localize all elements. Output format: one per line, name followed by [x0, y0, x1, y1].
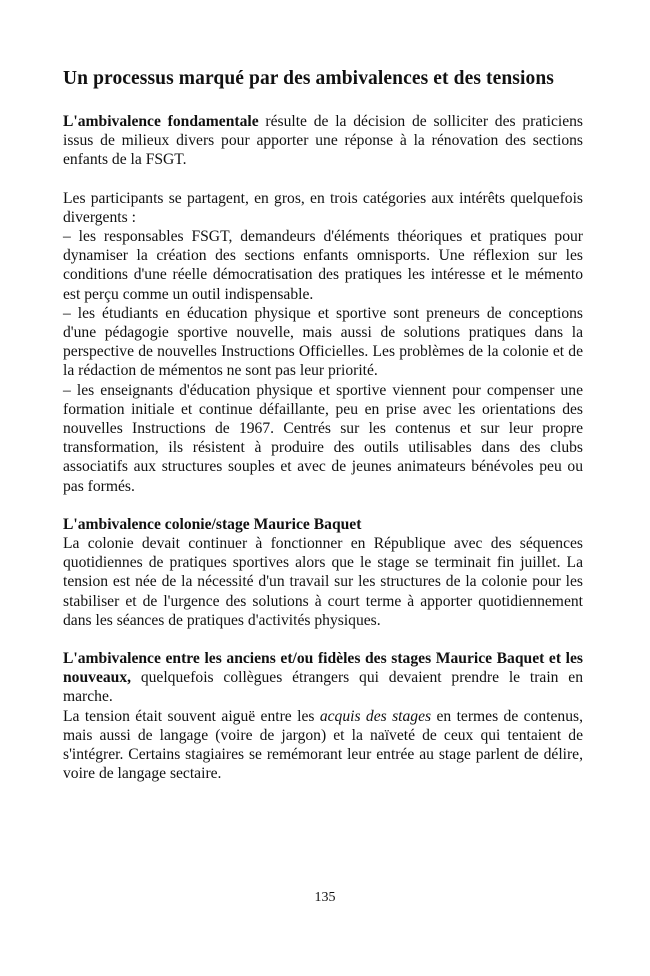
paragraph-old-new: [63, 649, 583, 707]
text-old-new: quelquefois collègues étrangers qui devaient prendre le train en marche.: [63, 669, 583, 706]
page-title: Un processus marqué par des ambivalences et des tensions: [63, 68, 554, 89]
spacer: [63, 496, 583, 515]
italic-acquis: acquis des stages: [319, 707, 432, 725]
paragraph-participants-intro: Les participants se partagent, en gros, en trois catégories aux intérêts quelquefois divergents :: [63, 189, 583, 226]
spacer: [63, 630, 583, 649]
heading-colony-stage: L'ambivalence colonie/stage Maurice Baquet: [63, 515, 362, 533]
list-item-fsgt-leaders: – les responsables FSGT, demandeurs d'éléments théoriques et pratiques pour dynamiser la création des sections enfants omnisports. Une réflexion sur les conditions d'une réelle démocratisation des pratiques les intéresse et le mémento est perçu comme un outil indispensable.: [63, 228, 583, 303]
list-item-teachers: – les enseignants d'éducation physique et sportive viennent pour compenser une formation initiale et continue défaillante, peu en prise avec les orientations des nouvelles Instructions de 1967. Centrés sur les contenus et sur leur propre transformation, ils résistent à produire des outils utilisables dans des clubs associatifs aux structures souples et avec de jeunes animateurs bénévoles peu ou pas formés.: [63, 381, 583, 495]
paragraph-fundamental-ambivalence: [63, 112, 583, 170]
page-body: [63, 66, 583, 784]
paragraph-tension: [63, 707, 583, 784]
lead-old-new: L'ambivalence entre les anciens et/ou fidèles des stages Maurice Baquet et les nouveaux,: [63, 650, 583, 687]
paragraph-colony-stage: La colonie devait continuer à fonctionner en République avec des séquences quotidiennes de pratiques sportives alors que le stage se terminait fin juillet. La tension est née de la nécessité d'un travail sur les structures de la colonie pour les stabiliser et de l'urgence des solutions à court terme à apporter quotidiennement dans les séances de pratiques d'activités physiques.: [63, 535, 583, 629]
lead-fundamental-ambivalence: L'ambivalence fondamentale: [63, 113, 259, 130]
list-item-students: – les étudiants en éducation physique et sportive sont preneurs de conceptions d'une pédagogie sportive nouvelle, mais aussi de solutions pratiques dans la perspective de nouvelles Instructions Officielles. Les problèmes de la colonie et de la rédaction de mémentos ne sont pas leur priorité.: [63, 304, 583, 380]
text-tension-b: en termes de contenus, mais aussi de langage (voire de jargon) et la naïveté de ceux qui tentaient de s'intégrer. Certains stagiaires se remémorant leur entrée au stage parlent de délire, voire de langage sectaire.: [63, 707, 583, 783]
spacer: [63, 170, 583, 189]
text-fundamental-ambivalence: résulte de la décision de solliciter des praticiens issus de milieux divers pour apporter une réponse à la rénovation des sections enfants de la FSGT.: [63, 113, 583, 169]
page-number: 135: [314, 890, 336, 905]
text-tension-a: La tension était souvent aiguë entre les: [63, 707, 320, 725]
